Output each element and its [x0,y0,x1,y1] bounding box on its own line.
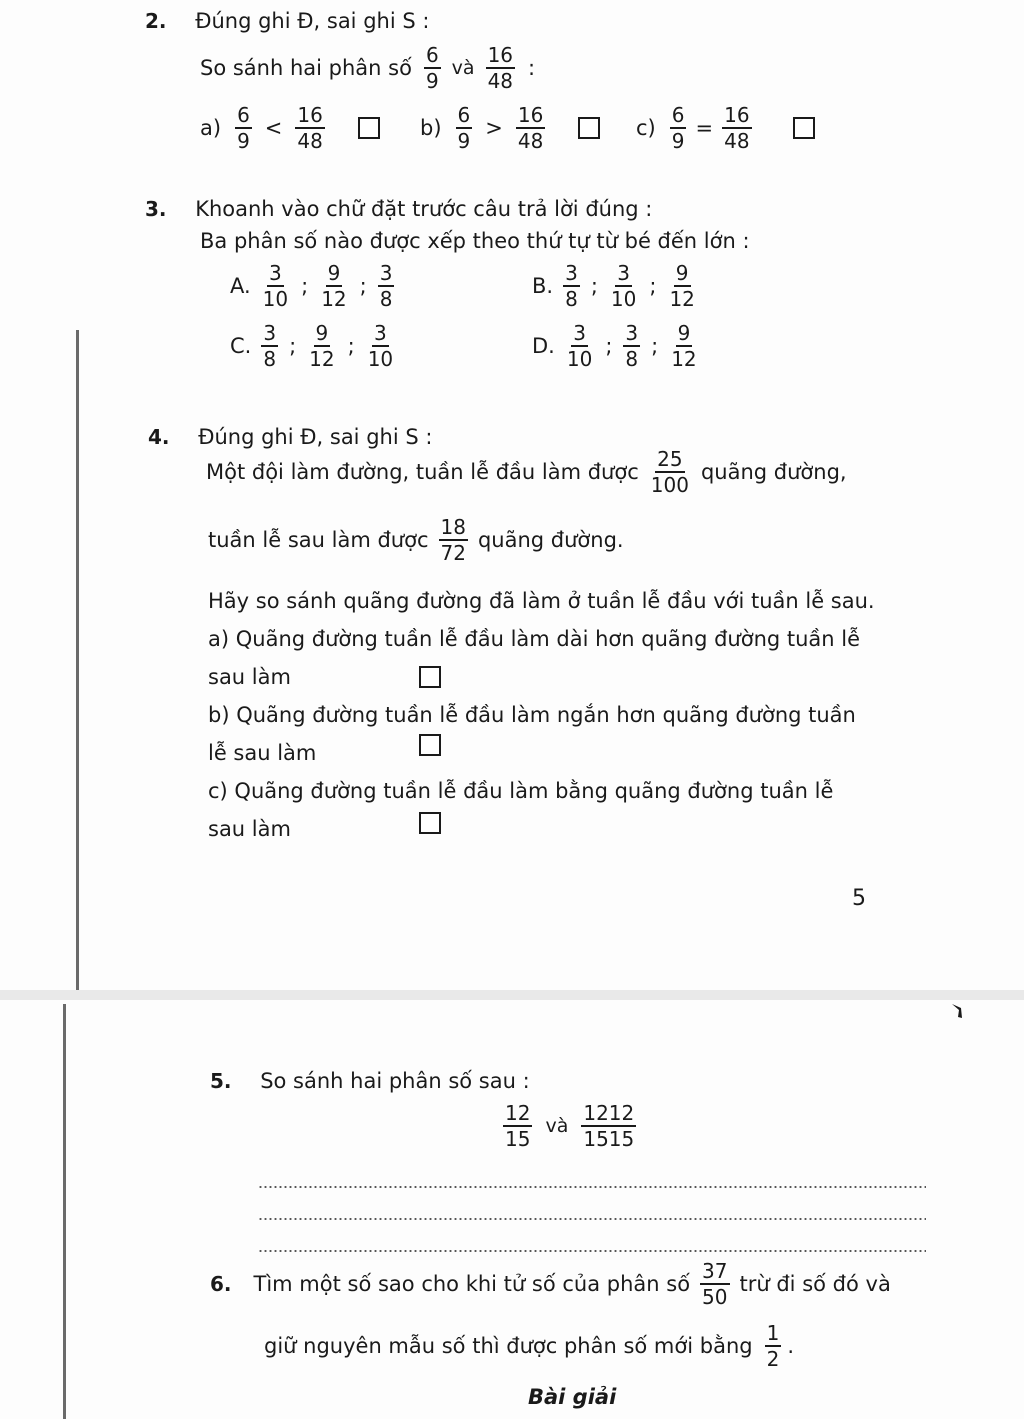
denominator: 12 [309,347,335,371]
choice-frac-3 [378,262,395,310]
numerator: 3 [617,261,630,285]
q4-option-a-checkbox[interactable] [419,666,441,688]
option-frac-right [516,104,545,152]
denominator: 8 [625,347,639,371]
numerator: 3 [269,261,282,285]
q4-line-1 [206,448,847,496]
answer-line-3[interactable] [258,1250,926,1252]
denominator: 72 [440,541,466,565]
numerator: 6 [457,103,471,127]
page-number: 5 [852,886,866,911]
denominator: 48 [517,129,544,153]
q4-line-1-tail: quãng đường, [700,460,847,484]
q2-number: 2. [145,9,167,33]
q5-title: So sánh hai phân số sau : [260,1069,530,1093]
q4-line-1-text: Một đội làm đường, tuần lễ đầu làm được [206,460,639,484]
denominator: 8 [565,287,578,311]
q4-option-b-line-1: b) Quãng đường tuần lễ đầu làm ngắn hơn quãng đường tuần [208,703,856,727]
page-divider [0,990,1024,1000]
q6-frac-37-50 [700,1260,729,1308]
numerator: 1 [766,1321,780,1345]
q4-line-2 [208,516,624,564]
numerator: 3 [573,321,586,345]
q3-choice-c[interactable] [230,322,398,370]
numerator: 25 [657,447,683,471]
numerator: 9 [315,321,329,345]
denominator: 2 [766,1347,780,1371]
corner-mark-icon [950,1002,964,1020]
q2-prompt [200,44,535,92]
choice-frac-2 [609,262,638,310]
denominator: 8 [263,347,277,371]
q2-and: và [451,57,475,79]
q6-number: 6. [210,1272,232,1296]
denominator: 9 [237,129,250,153]
q6-line-2-text: giữ nguyên mẫu số thì được phân số mới bằng [264,1334,753,1358]
separator: ; [301,274,309,298]
answer-checkbox[interactable] [793,117,815,139]
denominator: 100 [650,473,689,497]
q4-header [148,424,432,450]
q4-number: 4. [148,425,170,449]
q4-option-b-checkbox[interactable] [419,734,441,756]
q2-colon: : [528,56,536,80]
q3-choice-a[interactable] [230,262,397,310]
choice-label: B. [532,274,554,298]
q5-and: và [545,1115,569,1137]
q3-choice-d[interactable] [532,322,702,370]
choice-frac-1 [261,262,290,310]
option-label: b) [420,116,442,140]
q6-line-1-text: Tìm một số sao cho khi tử số của phân số [253,1272,691,1296]
q2-option-b [420,104,600,152]
solution-label: Bài giải [528,1385,617,1409]
choice-frac-3 [669,322,698,370]
separator: ; [649,274,657,298]
numerator: 9 [677,321,691,345]
q5-expression [500,1102,639,1150]
denominator: 15 [505,1127,531,1151]
q6-line-1-tail: trừ đi số đó và [739,1272,891,1296]
q3-choice-b[interactable] [532,262,700,310]
answer-line-2[interactable] [258,1218,926,1220]
answer-checkbox[interactable] [578,117,600,139]
q4-line-2-tail: quãng đường. [477,528,624,552]
comparison-operator: > [485,116,503,140]
denominator: 48 [297,129,323,153]
q3-prompt: Ba phân số nào được xếp theo thứ tự từ bé đến lớn : [200,229,750,253]
numerator: 37 [702,1259,728,1283]
q5-header [210,1068,530,1094]
page-edge-line [63,1004,66,1419]
comparison-operator: < [264,116,283,140]
q4-option-a-line-1: a) Quãng đường tuần lễ đầu làm dài hơn quãng đường tuần lễ [208,627,861,651]
numerator: 9 [327,261,341,285]
numerator: 1212 [583,1101,635,1125]
option-frac-right [295,104,324,152]
denominator: 12 [669,287,695,311]
q4-option-b-line-2: lễ sau làm [208,741,317,765]
numerator: 16 [487,43,514,67]
denominator: 10 [610,287,637,311]
denominator: 10 [262,287,289,311]
separator: ; [651,334,659,358]
q4-option-c-checkbox[interactable] [419,812,441,834]
numerator: 6 [671,103,685,127]
choice-frac-1 [261,322,278,370]
q5-number: 5. [210,1069,232,1093]
q2-header [145,8,429,34]
numerator: 3 [374,321,387,345]
q4-frac-25-100 [649,448,691,496]
q6-line-2-tail: . [787,1334,794,1358]
comparison-operator: = [695,116,714,140]
q6-line-1 [210,1260,891,1308]
choice-label: D. [532,334,555,358]
choice-label: C. [230,334,252,358]
q3-header [145,196,652,222]
numerator: 6 [237,103,250,127]
separator: ; [605,334,613,358]
numerator: 6 [425,43,439,67]
choice-frac-3 [366,322,395,370]
numerator: 16 [724,103,750,127]
q5-frac-1212-1515 [581,1102,636,1150]
q2-option-c [636,104,815,152]
answer-checkbox[interactable] [358,117,380,139]
q4-title: Đúng ghi Đ, sai ghi S : [198,425,433,449]
q2-prompt-text: So sánh hai phân số [200,56,412,80]
denominator: 48 [724,129,750,153]
denominator: 12 [671,347,697,371]
numerator: 3 [625,321,639,345]
q2-option-a [200,104,380,152]
numerator: 3 [565,261,578,285]
choice-frac-3 [667,262,696,310]
denominator: 9 [671,129,685,153]
q5-frac-12-15 [503,1102,532,1150]
denominator: 10 [566,347,593,371]
option-frac-left [235,104,252,152]
q3-number: 3. [145,197,167,221]
denominator: 50 [702,1285,728,1309]
q4-option-c-line-2: sau làm [208,817,291,841]
option-label: c) [636,116,656,140]
q4-option-c-line-1: c) Quãng đường tuần lễ đầu làm bằng quãng đường tuần lễ [208,779,834,803]
q6-line-2 [264,1322,794,1370]
numerator: 3 [379,261,393,285]
page-edge-line [76,330,79,990]
q4-frac-18-72 [439,516,468,564]
separator: ; [359,274,367,298]
denominator: 9 [425,69,439,93]
choice-label: A. [230,274,251,298]
q2-frac-6-9 [424,44,441,92]
option-frac-right [722,104,751,152]
separator: ; [289,334,297,358]
numerator: 16 [297,103,323,127]
denominator: 1515 [583,1127,635,1151]
page-2 [0,1000,1024,1419]
q4-option-a-line-2: sau làm [208,665,291,689]
q2-frac-16-48 [486,44,515,92]
q6-frac-1-2 [765,1322,782,1370]
separator: ; [347,334,355,358]
separator: ; [590,274,598,298]
numerator: 12 [505,1101,531,1125]
option-label: a) [200,116,222,140]
denominator: 10 [367,347,394,371]
q2-title: Đúng ghi Đ, sai ghi S : [195,9,430,33]
q4-question: Hãy so sánh quãng đường đã làm ở tuần lễ đầu với tuần lễ sau. [208,589,875,613]
choice-frac-2 [623,322,640,370]
choice-frac-1 [563,262,580,310]
denominator: 12 [321,287,347,311]
denominator: 8 [379,287,393,311]
q3-title: Khoanh vào chữ đặt trước câu trả lời đúng : [195,197,653,221]
answer-line-1[interactable] [258,1186,926,1188]
choice-frac-2 [319,262,348,310]
numerator: 9 [675,261,689,285]
numerator: 3 [263,321,277,345]
numerator: 18 [440,515,466,539]
q4-line-2-text: tuần lễ sau làm được [208,528,429,552]
option-frac-left [456,104,473,152]
denominator: 9 [457,129,471,153]
choice-frac-2 [307,322,336,370]
option-frac-left [670,104,687,152]
denominator: 48 [487,69,514,93]
numerator: 16 [517,103,544,127]
choice-frac-1 [565,322,594,370]
